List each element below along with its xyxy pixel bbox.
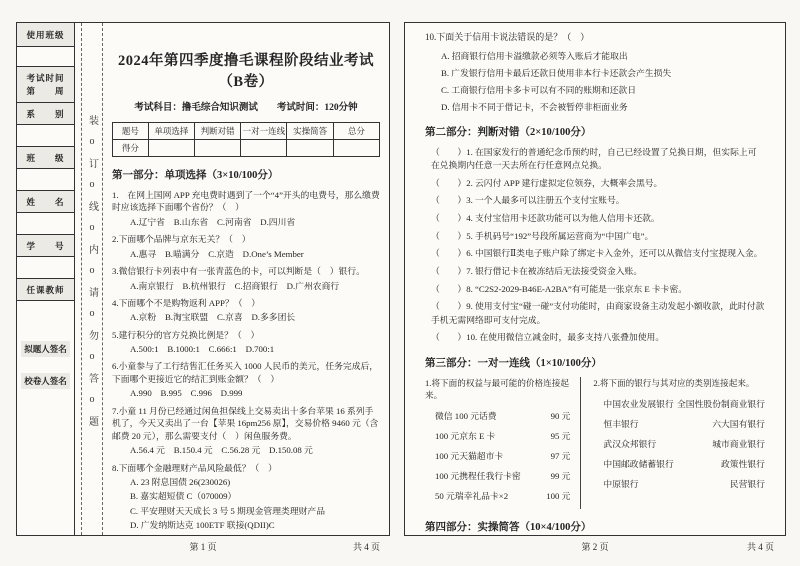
question-3: [112, 265, 380, 292]
question-6: [112, 360, 380, 399]
match-item: 中原银行: [603, 478, 639, 489]
match-row: [425, 449, 570, 462]
score-blank-cell: [148, 140, 194, 157]
name-field-label: 姓 名: [17, 191, 74, 213]
match-value: 99 元: [550, 470, 571, 481]
option-a: A. 招商银行信用卡溢缴款必须等入账后才能取出: [441, 50, 628, 61]
judgment-item-1: （ ）1. 在国家发行的普通纪念币预约时，自己已经设置了兑换日期，但实际上可在兑换期内任意一天去所在行任意网点兑换。: [431, 146, 757, 170]
judgment-item-8: （ ）8. “C2S2-2029-B46E-A2BA”有可能是一张京东 E 卡卡密。: [431, 283, 688, 294]
class-field-blank: [17, 47, 74, 67]
question-options: A.500:1 B.1000:1 C.666:1 D.700:1: [130, 344, 275, 355]
match-item: 中国农业发展银行: [603, 398, 674, 409]
question-text: 4.下面哪个不是购物返利 APP？（ ）: [112, 297, 261, 308]
grade-header-total: 总分: [333, 123, 379, 140]
question-text: 7.小童 11 月份已经通过闲鱼担保线上交易卖出十多台苹果 16 系列手机了，今天又卖出了一台【苹果 16pm256 原】，交易价格 9460 元（含邮费 20 元），那么需要支付（ ）闲鱼服务费。: [112, 405, 379, 441]
match-item: 恒丰银行: [603, 418, 639, 429]
page-2-number: 第 2 页: [581, 542, 609, 552]
signature-area: [17, 301, 74, 535]
question-setter-signature-label: 拟题人签名: [21, 341, 70, 357]
judgment-item-5: （ ）5. 手机码号“192”号段所属运营商为“中国广电”。: [431, 230, 654, 241]
matching-section: [425, 377, 765, 509]
page-1-number: 第 1 页: [189, 542, 217, 552]
binding-line-text: 装o订o线o内o请o勿o答o题: [86, 115, 98, 437]
match-row: [425, 409, 570, 422]
option-c: C. 平安理财天天成长 3 号 5 期现金管理类理财产品: [130, 505, 326, 516]
page-2-content: [405, 23, 785, 535]
exam-time-field: [17, 67, 74, 103]
part2-title: 第二部分：判断对错（2×10/100分）: [425, 126, 592, 138]
match-value: 城市商业银行: [712, 438, 765, 449]
page-2: [404, 22, 786, 536]
matching-left-column: [425, 377, 581, 509]
grade-table-score-row: [113, 140, 380, 157]
match-row: [593, 477, 765, 490]
option-b: B. 嘉实超短债 C（070009）: [130, 491, 237, 502]
match-value: 100 元: [546, 490, 571, 501]
page-1: [16, 22, 390, 536]
grade-header-number: 题号: [113, 123, 149, 140]
matching-right-instruction: 2.将下面的银行与其对应的类别连接起来。: [593, 377, 755, 388]
match-row: [425, 489, 570, 502]
grade-table-header-row: [113, 123, 380, 140]
match-row: [593, 417, 765, 430]
dept-field-blank: [17, 125, 74, 147]
page-1-content: [103, 23, 389, 535]
match-value: 民营银行: [729, 478, 765, 489]
part3-title: 第三部分：一对一连线（1×10/100分）: [425, 357, 602, 369]
judgment-item-9: （ ）9. 使用支付宝“碰一碰”支付功能时，由商家设备主动发起小额收款，此时付款手机无需网络即可支付完成。: [431, 301, 765, 325]
match-value: 97 元: [550, 450, 571, 461]
question-10: [425, 31, 765, 114]
option-c: C. 工商银行信用卡多卡可以有不同的账期和还款日: [441, 85, 637, 96]
question-8: [112, 462, 380, 532]
teacher-field-label: 任课教师: [17, 279, 74, 301]
question-text: 1. 在网上国网 APP 充电费时遇到了一个“4”开头的电费号，那么缴费时应该选择下面哪个省份？（ ）: [112, 190, 380, 213]
match-value: 六大国有银行: [712, 418, 765, 429]
question-options: A.56.4 元 B.150.4 元 C.56.28 元 D.150.08 元: [130, 445, 313, 456]
grade-field-blank: [17, 169, 74, 191]
question-options: A.990 B.995 C.996 D.999: [130, 388, 243, 399]
question-5: [112, 329, 380, 356]
match-value: 政策性银行: [720, 458, 765, 469]
match-row: [593, 437, 765, 450]
question-text: 6.小童参与了工行结售汇任务买入 1000 人民币的美元，任务完成后，下面哪个更接近它的结汇到账金额？（ ）: [112, 361, 379, 384]
judgment-list: [431, 146, 765, 345]
binding-strip: [81, 23, 103, 535]
name-field-blank: [17, 213, 74, 235]
option-d: D. 广发纳斯达克 100ETF 联接(QDII)C: [130, 519, 275, 530]
match-item: 微信 100 元话费: [435, 410, 497, 421]
grade-header-match: 一对一连线: [241, 123, 287, 140]
judgment-item-2: （ ）2. 云闪付 APP 建行虚拟定位领券，大概率会黑号。: [431, 177, 663, 188]
match-item: 武汉众邦银行: [603, 438, 657, 449]
class-field-label: 使用班级: [17, 23, 74, 47]
option-a: A. 23 附息国债 26(230026): [130, 477, 231, 487]
score-blank-cell: [287, 140, 333, 157]
dept-field-label: 系 别: [17, 103, 74, 125]
question-text: 3.微信银行卡列表中有一张青蓝色的卡，可以判断是（ ）银行。: [112, 266, 365, 277]
question-4: [112, 297, 380, 324]
exam-week-label: 第 周: [26, 85, 65, 96]
judgment-item-6: （ ）6. 中国银行Ⅱ类电子账户除了绑定卡入金外，还可以从微信支付宝提现入金。: [431, 248, 763, 259]
question-text: 2.下面哪个品牌与京东无关？（ ）: [112, 234, 251, 245]
grade-field-label: 班 级: [17, 147, 74, 169]
match-item: 100 元京东 E 卡: [435, 430, 496, 441]
question-2: [112, 233, 380, 260]
page-1-total-pages: 共 4 页: [352, 542, 380, 552]
question-options: A.惠寻 B.喵满分 C.京造 D.One’s Member: [130, 248, 304, 259]
match-value: 90 元: [550, 410, 571, 421]
proofreader-signature-label: 校卷人签名: [21, 373, 70, 389]
question-options: A.辽宁省 B.山东省 C.河南省 D.四川省: [130, 216, 296, 227]
judgment-item-7: （ ）7. 银行借记卡在被冻结后无法接受资金入账。: [431, 266, 643, 277]
question-text: 5.建行积分的官方兑换比例是？（ ）: [112, 329, 260, 340]
match-item: 中国邮政储蓄银行: [603, 458, 674, 469]
match-value: 全国性股份制商业银行: [677, 398, 765, 409]
part4-title: 第四部分：实操简答（10×4/100分）: [425, 521, 592, 533]
exam-subtitle: 考试科目：撸毛综合知识测试 考试时间：120分钟: [134, 103, 358, 113]
matching-left-instruction: 1.将下面的权益与最可能的价格连接起来。: [425, 377, 569, 400]
score-blank-cell: [333, 140, 379, 157]
grade-header-judge: 判断对错: [194, 123, 240, 140]
option-b: B. 广发银行信用卡最后还款日使用非本行卡还款会产生损失: [441, 67, 672, 78]
part1-title: 第一部分：单项选择（3×10/100分）: [112, 170, 279, 181]
grade-header-practice: 实操简答: [287, 123, 333, 140]
exam-time-label: 考试时间: [26, 72, 65, 83]
matching-right-column: [581, 377, 765, 509]
match-item: 100 元天猫超市卡: [435, 450, 504, 461]
match-row: [425, 429, 570, 442]
student-info-sidebar: [17, 23, 75, 535]
question-text: 10.下面关于信用卡说法错误的是？（ ）: [425, 32, 590, 42]
student-id-field-label: 学 号: [17, 235, 74, 257]
judgment-item-4: （ ）4. 支付宝信用卡还款功能可以为他人信用卡还款。: [431, 213, 660, 223]
match-row: [425, 469, 570, 482]
question-7: [112, 405, 380, 457]
judgment-item-3: （ ）3. 一个人最多可以注册五个支付宝账号。: [431, 195, 625, 206]
student-id-field-blank: [17, 257, 74, 279]
match-item: 100 元携程任我行卡密: [435, 470, 521, 481]
question-1: [112, 189, 380, 228]
score-label-cell: 得分: [113, 140, 149, 157]
question-text: 8.下面哪个金融理财产品风险最低？（ ）: [112, 462, 277, 473]
match-value: 95 元: [550, 430, 571, 441]
match-item: 50 元瑞幸礼品卡×2: [435, 490, 509, 501]
score-blank-cell: [241, 140, 287, 157]
score-blank-cell: [194, 140, 240, 157]
option-d: D. 信用卡不同于借记卡，不会被暂停非柜面业务: [441, 102, 628, 113]
grade-table: [112, 122, 380, 157]
judgment-item-10: （ ）10. 在使用微信立减金时，最多支持八张叠加使用。: [431, 332, 665, 343]
grade-header-choice: 单项选择: [148, 123, 194, 140]
question-options: A.南京银行 B.杭州银行 C.招商银行 D.广州农商行: [130, 280, 340, 291]
match-row: [593, 397, 765, 410]
exam-title: 2024年第四季度撸毛课程阶段结业考试（B卷）: [118, 53, 374, 90]
question-options: A.京粉 B.淘宝联盟 C.京喜 D.多多团长: [130, 312, 296, 323]
page-2-total-pages: 共 4 页: [746, 542, 774, 552]
match-row: [593, 457, 765, 470]
